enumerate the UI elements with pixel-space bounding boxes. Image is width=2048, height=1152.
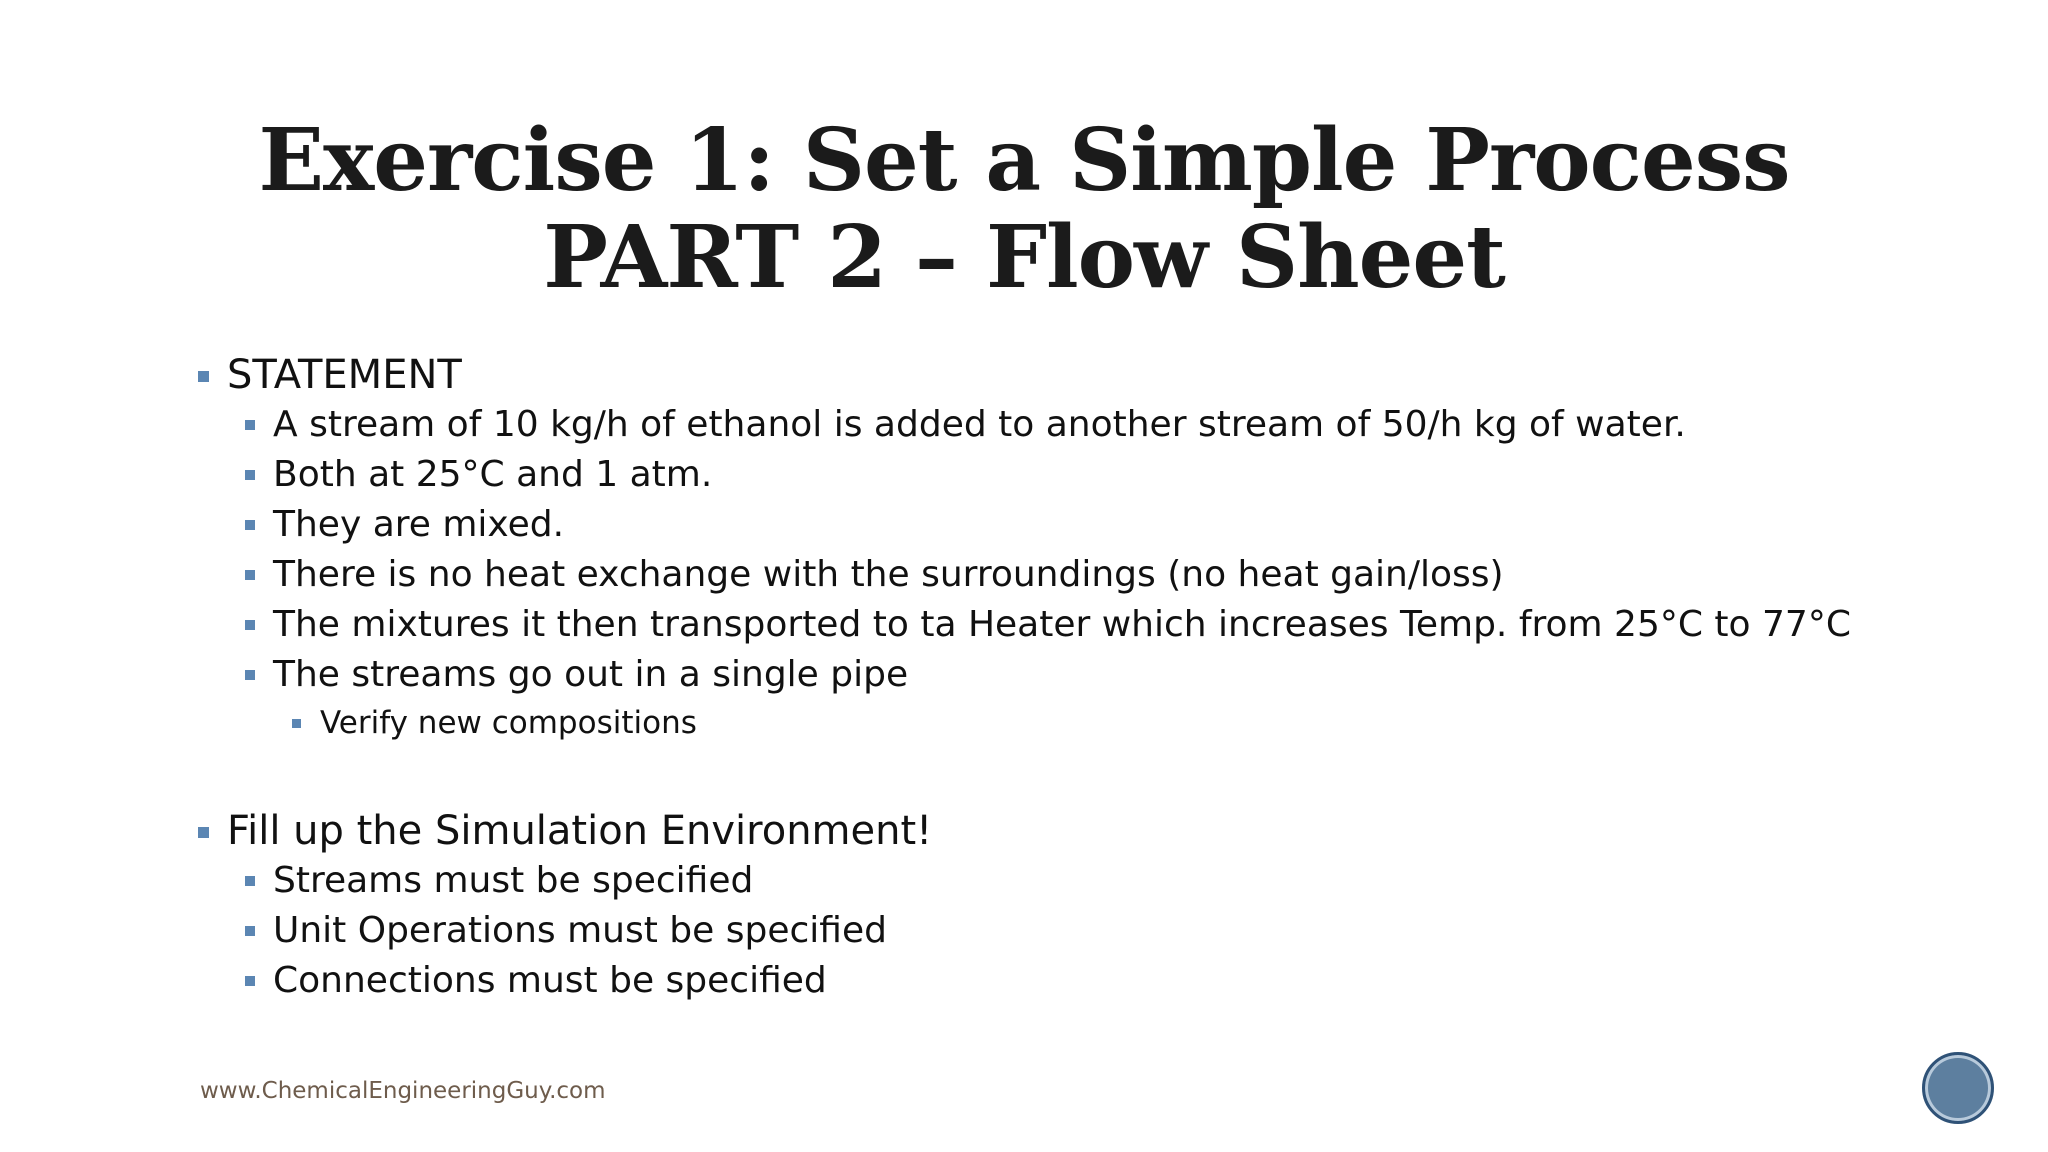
statement-item-text: They are mixed. bbox=[273, 504, 565, 545]
statement-item bbox=[196, 450, 1916, 500]
section-gap bbox=[196, 746, 1916, 806]
title-line-1: Exercise 1: Set a Simple Process bbox=[258, 110, 1790, 211]
statement-item bbox=[196, 500, 1916, 550]
simulation-item bbox=[196, 856, 1916, 906]
square-bullet-icon bbox=[245, 926, 255, 936]
square-bullet-icon bbox=[245, 520, 255, 530]
statement-item-text: A stream of 10 kg/h of ethanol is added to another stream of 50/h kg of water. bbox=[273, 404, 1686, 445]
statement-item bbox=[196, 550, 1916, 600]
square-bullet-icon bbox=[198, 827, 209, 838]
title-line-2: PART 2 – Flow Sheet bbox=[543, 207, 1505, 308]
slide-body bbox=[196, 350, 1916, 1006]
statement-item-text: Both at 25°C and 1 atm. bbox=[273, 454, 713, 495]
statement-item bbox=[196, 600, 1916, 650]
footer-website[interactable]: www.ChemicalEngineeringGuy.com bbox=[200, 1078, 606, 1104]
square-bullet-icon bbox=[245, 976, 255, 986]
simulation-heading: Fill up the Simulation Environment! bbox=[227, 808, 933, 854]
simulation-item bbox=[196, 906, 1916, 956]
statement-heading: STATEMENT bbox=[227, 352, 462, 398]
statement-subitem bbox=[196, 700, 1916, 746]
square-bullet-icon bbox=[245, 470, 255, 480]
statement-heading-item bbox=[196, 350, 1916, 400]
simulation-item bbox=[196, 956, 1916, 1006]
statement-item bbox=[196, 400, 1916, 450]
statement-item bbox=[196, 650, 1916, 700]
square-bullet-icon bbox=[198, 371, 209, 382]
square-bullet-icon bbox=[245, 620, 255, 630]
square-bullet-icon bbox=[245, 670, 255, 680]
logo-badge-icon bbox=[1922, 1052, 1994, 1124]
square-bullet-icon bbox=[245, 420, 255, 430]
statement-subitem-text: Verify new compositions bbox=[320, 705, 697, 741]
square-bullet-icon bbox=[245, 876, 255, 886]
statement-item-text: The streams go out in a single pipe bbox=[273, 654, 909, 695]
simulation-item-text: Connections must be specified bbox=[273, 960, 827, 1001]
square-bullet-icon bbox=[245, 570, 255, 580]
slide-title bbox=[0, 112, 2048, 306]
simulation-heading-item bbox=[196, 806, 1916, 856]
statement-item-text: The mixtures it then transported to ta Heater which increases Temp. from 25°C to 77°C bbox=[273, 604, 1851, 645]
square-bullet-icon bbox=[292, 719, 301, 728]
simulation-item-text: Unit Operations must be specified bbox=[273, 910, 887, 951]
simulation-item-text: Streams must be specified bbox=[273, 860, 754, 901]
statement-item-text: There is no heat exchange with the surroundings (no heat gain/loss) bbox=[273, 554, 1504, 595]
